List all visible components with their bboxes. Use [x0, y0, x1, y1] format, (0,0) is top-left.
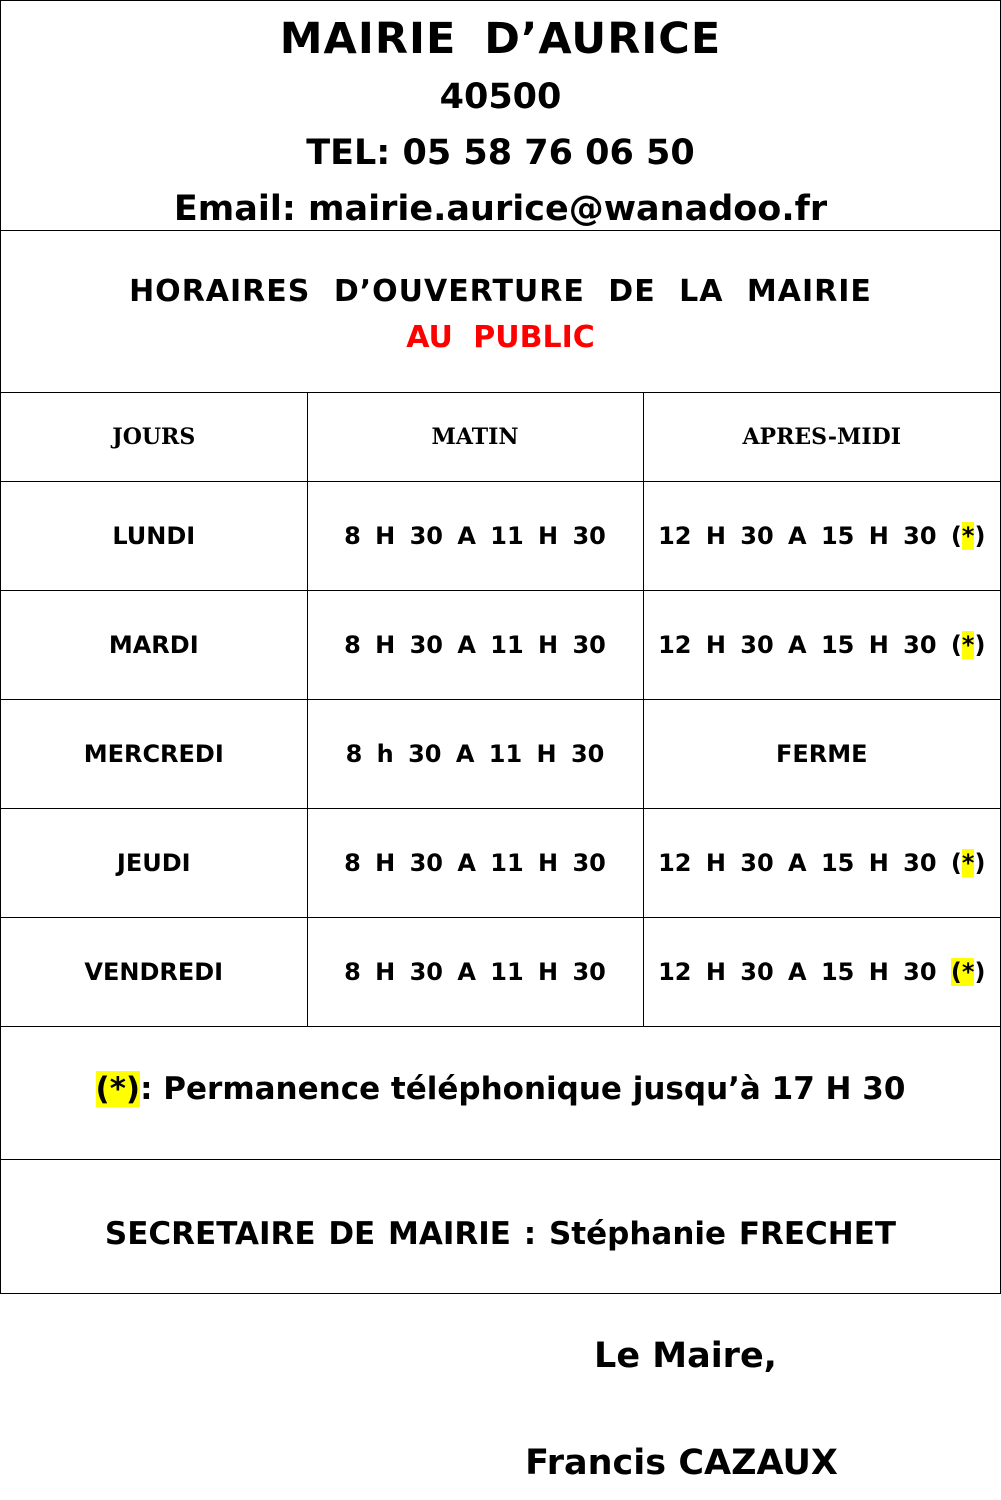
signature-name: Francis CAZAUX — [525, 1443, 838, 1483]
afternoon-cell — [643, 591, 1000, 700]
secretary-block — [1, 1160, 1000, 1293]
schedule-header-row — [1, 393, 1000, 482]
afternoon-hours: 12 H 30 A 15 H 30 ( — [658, 522, 962, 550]
column-header-afternoon: APRES-MIDI — [643, 393, 1000, 482]
morning-cell: 8 H 30 A 11 H 30 — [307, 482, 643, 591]
day-cell: MERCREDI — [1, 700, 307, 809]
day-cell: MARDI — [1, 591, 307, 700]
postal-code: 40500 — [439, 77, 562, 117]
table-row — [1, 482, 1000, 591]
phone-note-block — [1, 1027, 1000, 1160]
email-address: Email: mairie.aurice@wanadoo.fr — [173, 189, 828, 229]
afternoon-cell — [643, 482, 1000, 591]
morning-cell: 8 h 30 A 11 H 30 — [307, 700, 643, 809]
morning-cell: 8 H 30 A 11 H 30 — [307, 591, 643, 700]
hours-title: HORAIRES D’OUVERTURE DE LA MAIRIE — [129, 274, 872, 309]
morning-cell: 8 H 30 A 11 H 30 — [307, 809, 643, 918]
column-header-morning: MATIN — [307, 393, 643, 482]
afternoon-hours: 12 H 30 A 15 H 30 ( — [658, 631, 962, 659]
note-text: : Permanence téléphonique jusqu’à 17 H 30 — [140, 1071, 906, 1107]
secretary-text: SECRETAIRE DE MAIRIE : Stéphanie FRECHET — [104, 1216, 897, 1252]
hours-heading-block — [1, 231, 1000, 393]
closing-paren: ) — [974, 522, 986, 550]
table-row — [1, 809, 1000, 918]
afternoon-cell — [643, 918, 1000, 1027]
table-row — [1, 700, 1000, 809]
closing-paren: ) — [974, 849, 986, 877]
afternoon-hours: 12 H 30 A 15 H 30 ( — [658, 849, 962, 877]
table-row — [1, 918, 1000, 1027]
asterisk-marker: * — [961, 631, 975, 659]
day-cell: JEUDI — [1, 809, 307, 918]
day-cell: LUNDI — [1, 482, 307, 591]
afternoon-cell — [643, 700, 1000, 809]
phone-number: TEL: 05 58 76 06 50 — [306, 133, 695, 173]
signature-role: Le Maire, — [594, 1336, 777, 1376]
header-block — [1, 1, 1000, 231]
morning-cell: 8 H 30 A 11 H 30 — [307, 918, 643, 1027]
closing-paren: ) — [974, 631, 986, 659]
afternoon-hours: 12 H 30 A 15 H 30 — [658, 958, 951, 986]
afternoon-hours: FERME — [775, 740, 868, 768]
afternoon-cell — [643, 809, 1000, 918]
table-row — [1, 591, 1000, 700]
asterisk-marker: * — [961, 849, 975, 877]
schedule-table — [1, 393, 1000, 1027]
closing-paren: ) — [974, 958, 986, 986]
note-marker: (*) — [95, 1071, 141, 1107]
column-header-days: JOURS — [1, 393, 307, 482]
mairie-title: MAIRIE D’AURICE — [279, 14, 722, 64]
asterisk-marker: * — [961, 522, 975, 550]
day-cell: VENDREDI — [1, 918, 307, 1027]
asterisk-marker: (* — [950, 958, 975, 986]
hours-subtitle: AU PUBLIC — [406, 320, 595, 355]
